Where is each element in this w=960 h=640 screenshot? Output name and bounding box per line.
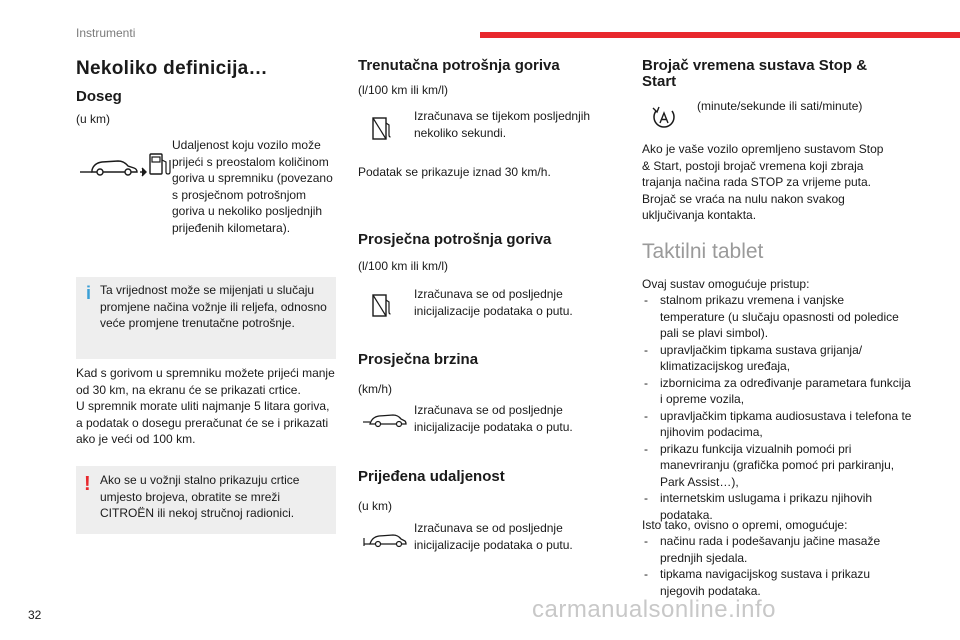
unit-distance: (u km)	[358, 499, 392, 513]
heading-tablet: Taktilni tablet	[642, 240, 764, 263]
stopstart-paragraph: Ako je vaše vozilo opremljeno sustavom Stop & Start, postoji brojač vremena koji zbraja trajanja načina rada STOP za vrijeme puta. Brojač se vraća na nulu nakon svakog uključivanja kontakta.	[642, 142, 884, 222]
unit-speed: (km/h)	[358, 382, 392, 396]
list-item: - upravljačkim tipkama sustava grijanja/ klimatizacijskog uređaja,	[642, 342, 912, 375]
heading-average: Prosječna potrošnja goriva	[358, 231, 552, 248]
section-label: Instrumenti	[76, 26, 136, 40]
heading-instant: Trenutačna potrošnja goriva	[358, 57, 560, 74]
list-item: - načinu rada i podešavanju jačine masaže prednjih sjedala.	[642, 533, 912, 566]
stop-start-icon	[650, 104, 678, 132]
unit-stopstart: (minute/sekunde ili sati/minute)	[697, 99, 863, 113]
page-title: Nekoliko definicija…	[76, 58, 268, 79]
heading-doseg: Doseg	[76, 88, 122, 105]
heading-speed: Prosječna brzina	[358, 351, 479, 368]
instant-paragraph: Podatak se prikazuje iznad 30 km/h.	[358, 165, 551, 179]
list-item: - stalnom prikazu vremena i vanjske temperature (u slučaju opasnosti od poledice pali se plavi simbol).	[642, 292, 912, 342]
header-accent-bar	[480, 32, 960, 38]
unit-doseg: (u km)	[76, 112, 110, 126]
list-item: - izbornicima za određivanje parametara funkcija i opreme vozila,	[642, 375, 912, 408]
list-item: - internetskim uslugama i prikazu njihovih podataka.	[642, 490, 912, 523]
info-note-box	[76, 277, 336, 359]
warning-icon: !	[84, 473, 91, 495]
tablet-also: Isto tako, ovisno o opremi, omogućuje:	[642, 518, 848, 532]
doseg-description: Udaljenost koju vozilo može prijeći s preostalom količinom goriva u spremniku (povezano s prosječnom potrošnjom goriva u nekoliko posljednjih prijeđenih kilometara).	[172, 138, 333, 235]
watermark: carmanualsonline.info	[532, 596, 776, 623]
heading-stopstart: Brojač vremena sustava Stop & Start	[642, 57, 868, 90]
info-icon: i	[86, 283, 92, 303]
list-item: - tipkama navigacijskog sustava i prikazu njegovih podataka.	[642, 566, 912, 599]
unit-average: (l/100 km ili km/l)	[358, 259, 449, 273]
doseg-paragraph: Kad s gorivom u spremniku možete prijeći manje od 30 km, na ekranu će se prikazati crtice. U spremnik morate uliti najmanje 5 litara goriva, a podatak o dosegu preračunat će se i prikazati ako je veći od 100 km.	[76, 366, 335, 446]
car-speed-icon	[362, 408, 408, 430]
heading-distance: Prijeđena udaljenost	[358, 468, 505, 485]
list-item: - prikazu funkcija vizualnih pomoći pri manevriranju (grafička pomoć pri parkiranju, Park Assist…),	[642, 441, 912, 491]
tablet-feature-list	[642, 292, 912, 523]
instant-description: Izračunava se tijekom posljednjih nekoliko sekundi.	[414, 109, 591, 140]
range-icon	[78, 150, 172, 178]
warning-note-box	[76, 466, 336, 534]
info-note-text: Ta vrijednost može se mijenjati u slučaju promjene načina vožnje ili reljefa, odnosno veće promjene trenutačne potrošnje.	[100, 283, 327, 330]
fuel-pump-icon-average	[370, 292, 392, 318]
tablet-optional-list	[642, 533, 912, 599]
page-number: 32	[28, 608, 42, 622]
warning-note-text: Ako se u vožnji stalno prikazuju crtice umjesto brojeva, obratite se mreži CITROËN ili nekoj stručnoj radionici.	[100, 473, 300, 520]
list-item: - upravljačkim tipkama audiosustava i telefona te njihovim podacima,	[642, 408, 912, 441]
tablet-intro: Ovaj sustav omogućuje pristup:	[642, 277, 810, 291]
average-description: Izračunava se od posljednje inicijalizacije podataka o putu.	[414, 287, 573, 318]
distance-description: Izračunava se od posljednje inicijalizacije podataka o putu.	[414, 521, 573, 552]
unit-instant: (l/100 km ili km/l)	[358, 83, 449, 97]
speed-description: Izračunava se od posljednje inicijalizacije podataka o putu.	[414, 403, 573, 434]
car-distance-icon	[362, 528, 408, 550]
fuel-pump-icon-instant	[370, 115, 392, 141]
